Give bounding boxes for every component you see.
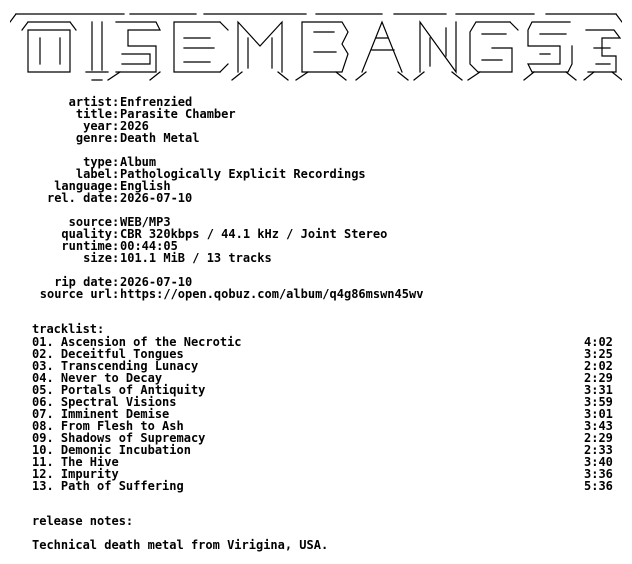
track-title: 03. Transcending Lunacy (32, 359, 199, 373)
release-notes-heading: release notes: (32, 514, 134, 528)
detail-label: title (75, 107, 112, 121)
track-duration: 2:29 (584, 431, 613, 445)
track-duration: 3:36 (584, 467, 613, 481)
track-duration: 2:02 (584, 359, 613, 373)
detail-value: 2026 (120, 119, 149, 133)
track-title: 13. Path of Suffering (32, 479, 184, 493)
track-duration: 3:40 (584, 455, 613, 469)
track-title: 05. Portals of Antiquity (32, 383, 206, 397)
track-duration: 3:25 (584, 347, 613, 361)
detail-label: rip date (54, 275, 112, 289)
detail-row (0, 288, 632, 300)
detail-value: Pathologically Explicit Recordings (120, 167, 366, 181)
detail-separator: : (112, 179, 120, 193)
detail-value: 2026-07-10 (120, 191, 193, 205)
detail-label: size (83, 251, 112, 265)
detail-label: year (83, 119, 112, 133)
detail-separator: : (112, 131, 120, 145)
track-title: 04. Never to Decay (32, 371, 163, 385)
detail-label: rel. date (46, 191, 112, 205)
detail-separator: : (112, 119, 120, 133)
detail-label: source url (39, 287, 112, 301)
detail-label: source (68, 215, 112, 229)
track-title: 01. Ascension of the Necrotic (32, 335, 242, 349)
detail-separator: : (112, 155, 120, 169)
track-row (0, 480, 632, 492)
track-duration: 3:43 (584, 419, 613, 433)
detail-row (0, 132, 632, 144)
track-title: 02. Deceitful Tongues (32, 347, 184, 361)
track-duration: 3:01 (584, 407, 613, 421)
detail-label: quality (61, 227, 112, 241)
detail-label: artist (68, 95, 112, 109)
detail-label: language (54, 179, 112, 193)
track-title: 11. The Hive (32, 455, 119, 469)
detail-separator: : (112, 107, 120, 121)
track-duration: 3:31 (584, 383, 613, 397)
detail-value: 2026-07-10 (120, 275, 193, 289)
detail-separator: : (112, 275, 120, 289)
detail-separator: : (112, 287, 120, 301)
detail-value: Parasite Chamber (120, 107, 236, 121)
detail-row (0, 252, 632, 264)
detail-value: 00:44:05 (120, 239, 178, 253)
detail-value: Death Metal (120, 131, 200, 145)
track-title: 09. Shadows of Supremacy (32, 431, 206, 445)
detail-label: type (83, 155, 112, 169)
detail-separator: : (112, 227, 120, 241)
track-title: 12. Impurity (32, 467, 119, 481)
ascii-art-banner-icon (10, 8, 622, 84)
track-duration: 3:59 (584, 395, 613, 409)
tracklist-heading: tracklist: (32, 322, 105, 336)
track-title: 08. From Flesh to Ash (32, 419, 184, 433)
track-duration: 2:33 (584, 443, 613, 457)
detail-row (0, 192, 632, 204)
release-notes-text: Technical death metal from Virigina, USA. (32, 538, 329, 552)
detail-separator: : (112, 167, 120, 181)
track-duration: 4:02 (584, 335, 613, 349)
detail-value: English (120, 179, 171, 193)
detail-value: WEB/MP3 (120, 215, 171, 229)
detail-value: 101.1 MiB / 13 tracks (120, 251, 272, 265)
track-duration: 2:29 (584, 371, 613, 385)
track-title: 07. Imminent Demise (32, 407, 170, 421)
detail-value: Album (120, 155, 157, 169)
detail-value: https://open.qobuz.com/album/q4g86mswn45wv (120, 287, 424, 301)
detail-label: genre (75, 131, 112, 145)
detail-value: Enfrenzied (120, 95, 193, 109)
detail-separator: : (112, 251, 120, 265)
track-title: 10. Demonic Incubation (32, 443, 191, 457)
detail-separator: : (112, 215, 120, 229)
detail-separator: : (112, 239, 120, 253)
detail-separator: : (112, 191, 120, 205)
detail-label: runtime (61, 239, 112, 253)
detail-label: label (75, 167, 112, 181)
track-duration: 5:36 (584, 479, 613, 493)
detail-value: CBR 320kbps / 44.1 kHz / Joint Stereo (120, 227, 388, 241)
track-title: 06. Spectral Visions (32, 395, 177, 409)
detail-separator: : (112, 95, 120, 109)
